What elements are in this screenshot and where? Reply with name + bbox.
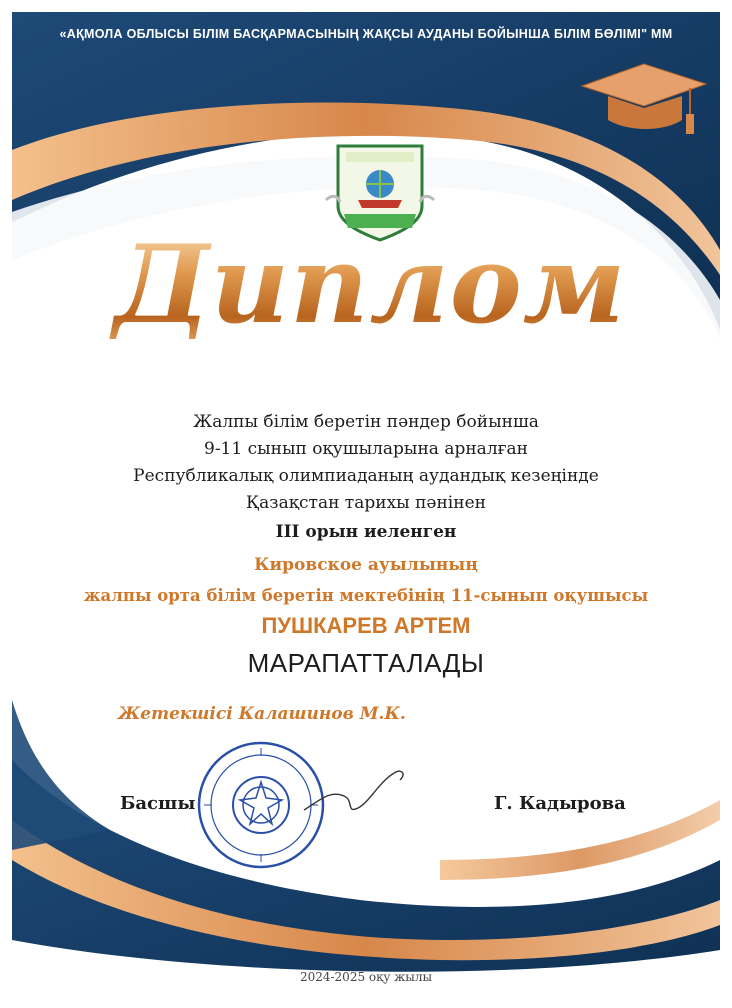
supervisor-line: Жетекшісі Калашинов М.К. xyxy=(118,704,406,724)
academic-year: 2024-2025 оқу жылы xyxy=(299,970,433,984)
award-line-3: Республикалық олимпиаданың аудандық кезеңінде xyxy=(133,466,599,486)
awarded-text: МАРАПАТТАЛАДЫ xyxy=(247,648,485,678)
organization-header: «АҚМОЛА ОБЛЫСЫ БІЛІМ БАСҚАРМАСЫНЫҢ ЖАҚСЫ АУДАНЫ БОЙЫНША БІЛІМ БӨЛІМІ" ММ xyxy=(59,27,673,41)
student-name: ПУШКАРЕВ АРТЕМ xyxy=(261,613,471,638)
award-line-1: Жалпы білім беретін пәндер бойынша xyxy=(193,412,539,432)
award-line-2: 9-11 сынып оқушыларына арналған xyxy=(204,439,528,459)
signatory-name: Г. Кадырова xyxy=(494,793,626,814)
school-line-1: Кировское ауылының xyxy=(254,555,478,575)
award-place: III орын иеленген xyxy=(275,522,457,542)
graduation-cap-icon xyxy=(572,58,710,138)
award-line-4: Қазақстан тарихы пәнінен xyxy=(246,493,486,513)
signatory-role: Басшы xyxy=(120,793,196,814)
school-line-2: жалпы орта білім беретін мектебінің 11-сынып оқушысы xyxy=(83,586,649,605)
diploma-title: Диплом xyxy=(100,222,640,348)
handwritten-signature xyxy=(300,760,410,820)
